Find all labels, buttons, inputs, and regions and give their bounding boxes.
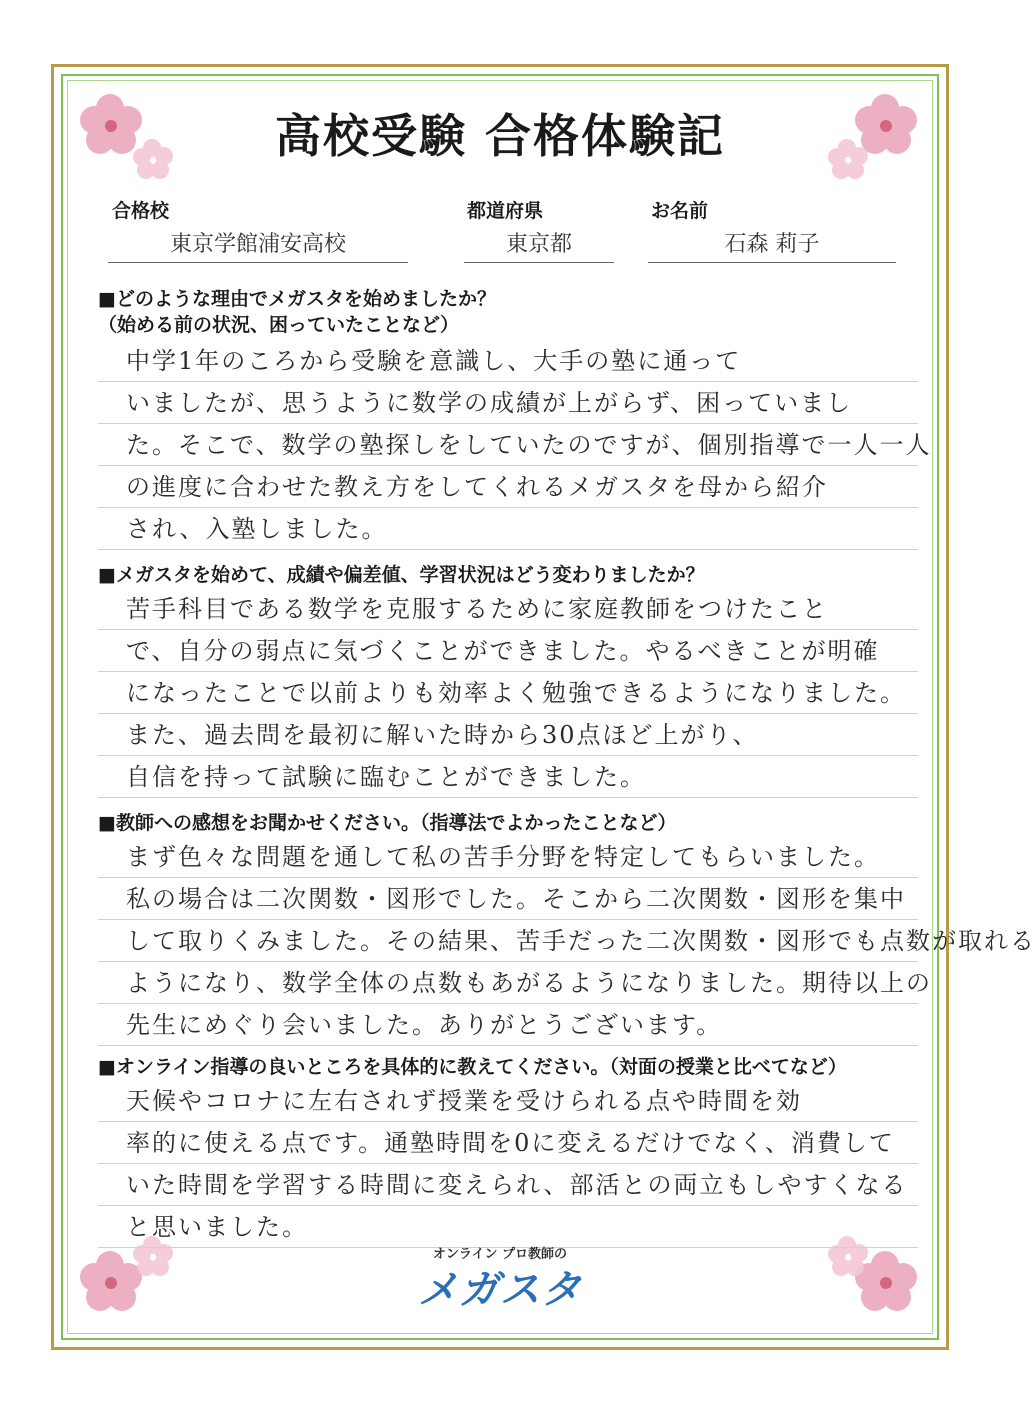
brand-logo: メガスタ [418,1267,582,1313]
answer-line: 自信を持って試験に臨むことができました。 [98,756,918,798]
answer-block [98,1080,918,1248]
answer-line: 苦手科目である数学を克服するために家庭教師をつけたこと [98,588,918,630]
prefecture-label: 都道府県 [467,200,544,222]
answer-line: して取りくみました。その結果、苦手だった二次関数・図形でも点数が取れる [98,920,918,962]
answer-line: いましたが、思うように数学の成績が上がらず、困っていまし [98,382,918,424]
answer-line: まず色々な問題を通して私の苦手分野を特定してもらいました。 [98,836,918,878]
question-text: ■オンライン指導の良いところを具体的に教えてください。（対面の授業と比べてなど） [98,1056,847,1078]
school-value: 東京学館浦安高校 [108,228,408,263]
answer-line: され、入塾しました。 [98,508,918,550]
section-question [98,810,928,836]
answer-line: 率的に使える点です。通塾時間を0に変えるだけでなく、消費して [98,1122,918,1164]
answer-block [98,340,932,550]
page-title: 高校受験 合格体験記 [274,109,725,163]
answer-line: と思いました。 [98,1206,918,1248]
answer-line: で、自分の弱点に気づくことができました。やるべきことが明確 [98,630,918,672]
answer-line: 私の場合は二次関数・図形でした。そこから二次関数・図形を集中 [98,878,918,920]
question-text: ■メガスタを始めて、成績や偏差値、学習状況はどう変わりましたか？ [98,564,705,586]
question-text: ■どのような理由でメガスタを始めましたか？ [98,288,496,310]
question-subtext: （始める前の状況、困っていたことなど） [98,314,460,336]
answer-block [98,588,918,798]
answer-line: の進度に合わせた教え方をしてくれるメガスタを母から紹介 [98,466,918,508]
answer-line: 中学1年のころから受験を意識し、大手の塾に通って [98,340,918,382]
section-question [98,286,928,338]
question-text: ■教師への感想をお聞かせください。（指導法でよかったことなど） [98,812,677,834]
answer-line: ようになり、数学全体の点数もあがるようになりました。期待以上の [98,962,918,1004]
school-label: 合格校 [112,200,170,222]
prefecture-value: 東京都 [464,228,614,263]
name-value: 石森 莉子 [648,228,896,263]
answer-line: た。そこで、数学の塾探しをしていたのですが、個別指導で一人一人 [98,424,918,466]
name-label: お名前 [651,200,709,222]
section-question [98,562,928,588]
answer-line: いた時間を学習する時間に変えられ、部活との両立もしやすくなる [98,1164,918,1206]
answer-line: 天候やコロナに左右されず授業を受けられる点や時間を効 [98,1080,918,1122]
logo-tagline: オンライン プロ教師の [432,1247,568,1262]
answer-line: になったことで以前よりも効率よく勉強できるようになりました。 [98,672,918,714]
answer-line: また、過去問を最初に解いた時から30点ほど上がり、 [98,714,918,756]
answer-block [98,836,1036,1046]
section-question [98,1054,928,1080]
answer-line: 先生にめぐり会いました。ありがとうございます。 [98,1004,918,1046]
